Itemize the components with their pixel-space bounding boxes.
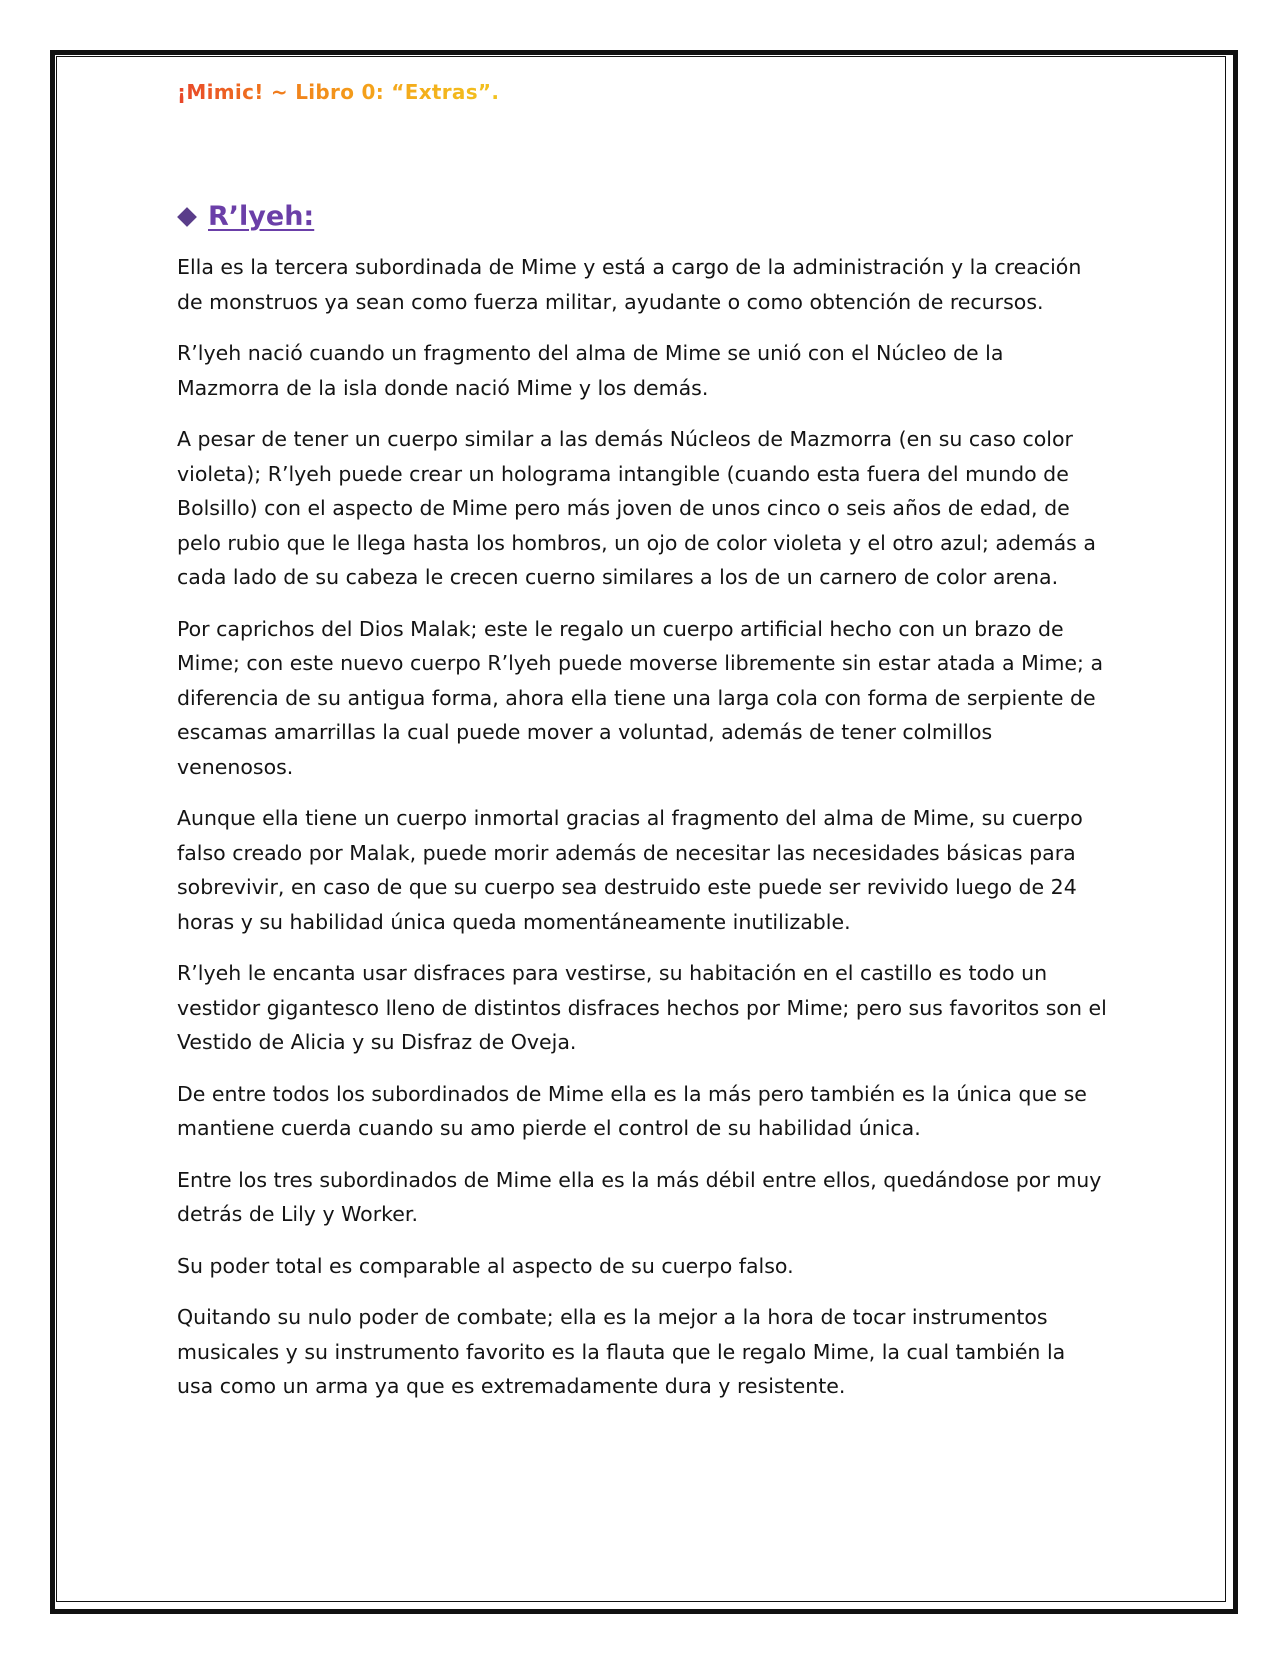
paragraph: Por caprichos del Dios Malak; este le regalo un cuerpo artificial hecho con un brazo de Mime; con este nuevo cuerpo R’lyeh puede moverse libremente sin estar atada a Mime; a diferencia de su antigua forma, ahora ella tiene una larga cola con forma de serpiente de escamas amarrillas la cual puede mover a voluntad, además de tener colmillos venenosos. [177,616,1104,779]
body-text [177,250,1107,1404]
paragraph: Su poder total es comparable al aspecto de su cuerpo falso. [177,1253,794,1278]
section-heading [177,201,1107,232]
paragraph: Aunque ella tiene un cuerpo inmortal gracias al fragmento del alma de Mime, su cuerpo falso creado por Malak, puede morir además de necesitar las necesidades básicas para sobrevivir, en caso de que su cuerpo sea destruido este puede ser revivido luego de 24 horas y su habilidad única queda momentáneamente inutilizable. [177,806,1083,934]
paragraph: Entre los tres subordinados de Mime ella es la más débil entre ellos, quedándose por muy detrás de Lily y Worker. [177,1167,1102,1226]
section-title: R’lyeh: [208,201,315,232]
paragraph: Ella es la tercera subordinada de Mime y está a cargo de la administración y la creación de monstruos ya sean como fuerza militar, ayudante o como obtención de recursos. [177,255,1082,314]
document-page [177,60,1107,1421]
paragraph: R’lyeh nació cuando un fragmento del alma de Mime se unió con el Núcleo de la Mazmorra de la isla donde nació Mime y los demás. [177,341,1004,400]
running-header: ¡Mimic! ~ Libro 0: “Extras”. [177,80,500,104]
paragraph: De entre todos los subordinados de Mime ella es la más pero también es la única que se mantiene cuerda cuando su amo pierde el control de su habilidad única. [177,1081,1087,1140]
paragraph: A pesar de tener un cuerpo similar a las demás Núcleos de Mazmorra (en su caso color violeta); R’lyeh puede crear un holograma intangible (cuando esta fuera del mundo de Bolsillo) con el aspecto de Mime pero más joven de unos cinco o seis años de edad, de pelo rubio que le llega hasta los hombros, un ojo de color violeta y el otro azul; además a cada lado de su cabeza le crecen cuerno similares a los de un carnero de color arena. [177,427,1096,589]
paragraph: Quitando su nulo poder de combate; ella es la mejor a la hora de tocar instrumentos musicales y su instrumento favorito es la flauta que le regalo Mime, la cual también la usa como un arma ya que es extremadamente dura y resistente. [177,1305,1066,1398]
paragraph: R’lyeh le encanta usar disfraces para vestirse, su habitación en el castillo es todo un vestidor gigantesco lleno de distintos disfraces hechos por Mime; pero sus favoritos son el Vestido de Alicia y su Disfraz de Oveja. [177,961,1107,1054]
diamond-bullet-icon [177,207,197,227]
